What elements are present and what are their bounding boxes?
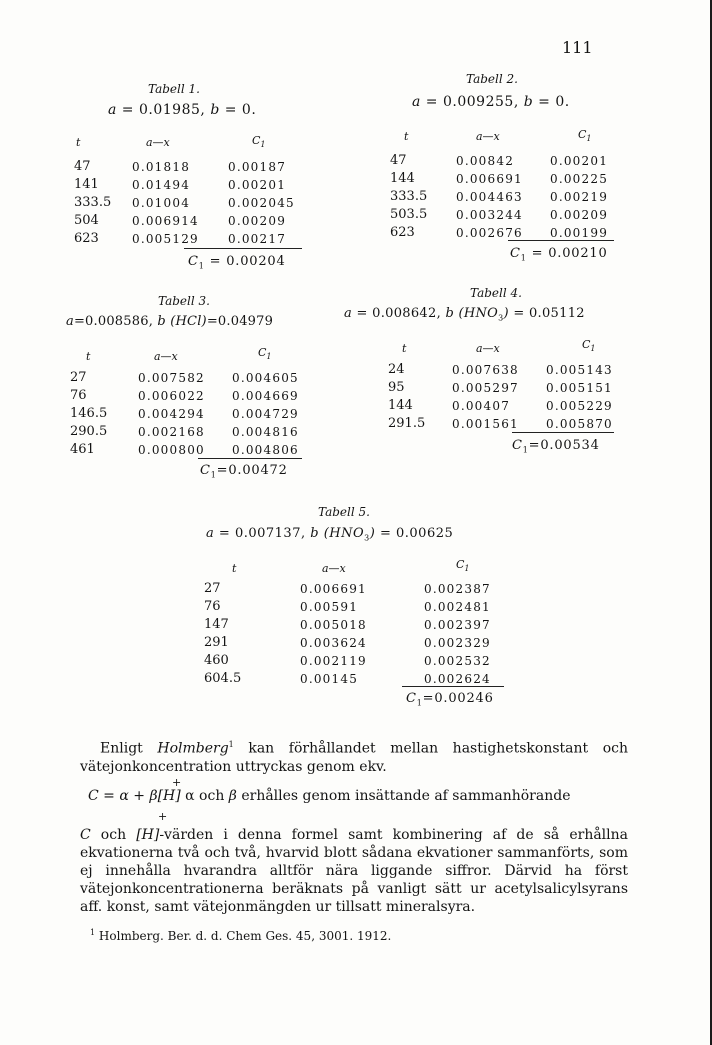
cell: 0.004463	[456, 190, 523, 204]
column-t	[70, 369, 107, 459]
cell: 623	[74, 231, 99, 246]
page-number: 111	[562, 38, 593, 57]
cell: 0.005129	[132, 232, 199, 246]
cell: 0.004669	[232, 389, 299, 403]
cell: 0.00199	[550, 226, 609, 240]
cell: 0.004605	[232, 371, 299, 385]
cell: 144	[388, 398, 413, 413]
sum-rule	[402, 686, 504, 687]
sum-rule	[508, 240, 614, 241]
table-equation: a = 0.008642, b $(HNO_3) = 0.05112$	[344, 306, 585, 323]
header-t: t	[76, 136, 81, 149]
footnote: $^1$ Holmberg. Ber. d. d. Chem Ges. 45, 3001. 1912.	[90, 928, 392, 943]
table-equation: a = 0.007137, b $(HNO_3) = 0.00625$	[206, 526, 454, 543]
cell: 0.000800	[138, 443, 205, 457]
cell: 0.002624	[424, 672, 491, 686]
cell: 0.005018	[300, 618, 367, 632]
cell: 0.006914	[132, 214, 199, 228]
cell: 0.002397	[424, 618, 491, 632]
cell: 0.003624	[300, 636, 367, 650]
cell: 0.005151	[546, 381, 613, 395]
cell: 0.002168	[138, 425, 205, 439]
header-t: t	[86, 350, 91, 363]
cell: 0.004294	[138, 407, 205, 421]
cell: 0.005143	[546, 363, 613, 377]
cell: 0.002329	[424, 636, 491, 650]
cell: 0.006691	[456, 172, 523, 186]
cell: 291	[204, 635, 229, 650]
header-c1: $C_1$	[258, 346, 272, 362]
header-ax: a—x	[476, 130, 500, 143]
cell: 0.00842	[456, 154, 515, 168]
header-ax: a—x	[322, 562, 346, 575]
cell: 147	[204, 617, 229, 632]
cell: 0.00591	[300, 600, 359, 614]
cell: 0.00145	[300, 672, 359, 686]
header-ax: a—x	[154, 350, 178, 363]
cell: 0.00225	[550, 172, 609, 186]
cell: 461	[70, 442, 95, 457]
cell: 47	[74, 159, 91, 174]
header-t: t	[402, 342, 407, 355]
column-c1	[232, 369, 299, 459]
sum-rule	[198, 458, 302, 459]
cell: 0.007582	[138, 371, 205, 385]
table-equation: a = 0.009255, b = 0.	[412, 94, 570, 110]
cell: 0.00407	[452, 399, 511, 413]
cell: 0.001561	[452, 417, 519, 431]
cell: 0.00201	[228, 178, 287, 192]
header-c1: $C_1$	[456, 558, 470, 574]
cell: 0.002481	[424, 600, 491, 614]
paragraph-2: C och [H]-värden i denna formel samt kombinering af de så erhållna ekvationerna två och två, hvarvid blott sådana ekvationer sammanförts, som ej innehålla hvarandra alltför nära liggande siffror. Därvid ha först vätejonkoncentrationerna beräknats på vanligt sätt ur acetylsalicylsyrans aff. konst, samt vätejonmängden ur tillsatt mineralsyra.	[80, 827, 628, 915]
table-result: $C_1=0.00472$	[200, 463, 288, 480]
table-result: $C_1=0.00246$	[406, 691, 494, 708]
column-ax	[456, 152, 523, 242]
column-ax	[138, 369, 205, 459]
cell: 0.002532	[424, 654, 491, 668]
cell: 0.002676	[456, 226, 523, 240]
table-equation: a=0.008586, b (HCl)=0.04979	[66, 314, 274, 329]
column-c1	[424, 580, 491, 688]
column-ax	[452, 361, 519, 433]
sum-rule	[184, 248, 302, 249]
table-title: Tabell 5.	[318, 505, 370, 519]
cell: 0.007638	[452, 363, 519, 377]
cell: 95	[388, 380, 405, 395]
table-result: $C_1 = 0.00210$	[510, 246, 608, 263]
cell: 0.006022	[138, 389, 205, 403]
cell: 333.5	[74, 195, 112, 210]
sum-rule	[512, 432, 614, 433]
header-t: t	[404, 130, 409, 143]
cell: 0.00187	[228, 160, 287, 174]
cell: 604.5	[204, 671, 242, 686]
cell: 76	[70, 388, 87, 403]
header-t: t	[232, 562, 237, 575]
column-ax	[300, 580, 367, 688]
cell: 291.5	[388, 416, 426, 431]
table-title: Tabell 4.	[470, 286, 522, 300]
header-ax: a—x	[476, 342, 500, 355]
header-c1: $C_1$	[578, 128, 592, 144]
cell: 623	[390, 225, 415, 240]
column-t	[74, 158, 111, 248]
cell: 0.004806	[232, 443, 299, 457]
cell: 503.5	[390, 207, 428, 222]
table-title: Tabell 3.	[158, 294, 210, 308]
cell: 47	[390, 153, 407, 168]
cell: 0.01818	[132, 160, 191, 174]
cell: 0.004729	[232, 407, 299, 421]
formula-line: C = α + β[H] α och β erhålles genom insättande af sammanhörande	[88, 788, 571, 804]
cell: 0.00219	[550, 190, 609, 204]
table-result: $C_1 = 0.00204$	[188, 254, 286, 271]
column-c1	[546, 361, 613, 433]
table-result: $C_1=0.00534$	[512, 438, 600, 455]
table-equation: a = 0.01985, b = 0.	[108, 102, 257, 118]
header-ax: a—x	[146, 136, 170, 149]
cell: 144	[390, 171, 415, 186]
cell: 0.01004	[132, 196, 191, 210]
cell: 76	[204, 599, 221, 614]
cell: 0.006691	[300, 582, 367, 596]
cell: 333.5	[390, 189, 428, 204]
cell: 146.5	[70, 406, 108, 421]
cell: 460	[204, 653, 229, 668]
column-c1	[228, 158, 295, 248]
column-ax	[132, 158, 199, 248]
table-title: Tabell 2.	[466, 72, 518, 86]
header-c1: $C_1$	[252, 134, 266, 150]
cell: 0.005297	[452, 381, 519, 395]
cell: 27	[70, 370, 87, 385]
cell: 0.005870	[546, 417, 613, 431]
cell: 0.00209	[228, 214, 287, 228]
cell: 0.00217	[228, 232, 287, 246]
cell: 0.002119	[300, 654, 367, 668]
cell: 24	[388, 362, 405, 377]
cell: 0.00209	[550, 208, 609, 222]
cell: 0.004816	[232, 425, 299, 439]
table-title: Tabell 1.	[148, 82, 200, 96]
cell: 0.01494	[132, 178, 191, 192]
cell: 0.005229	[546, 399, 613, 413]
column-c1	[550, 152, 608, 242]
header-c1: $C_1$	[582, 338, 596, 354]
column-t	[390, 152, 427, 242]
cell: 0.002387	[424, 582, 491, 596]
cell: 0.003244	[456, 208, 523, 222]
plus-mark: +	[172, 776, 182, 789]
column-t	[388, 361, 425, 433]
cell: 0.002045	[228, 196, 295, 210]
cell: 0.00201	[550, 154, 609, 168]
column-t	[204, 580, 241, 688]
cell: 504	[74, 213, 99, 228]
paragraph-1: Enligt Holmberg$^1$ kan förhållandet mellan hastighetskonstant och vätejonkoncentration uttryckas genom ekv.	[80, 740, 629, 775]
cell: 290.5	[70, 424, 108, 439]
plus-mark: +	[158, 810, 168, 823]
cell: 27	[204, 581, 221, 596]
cell: 141	[74, 177, 99, 192]
